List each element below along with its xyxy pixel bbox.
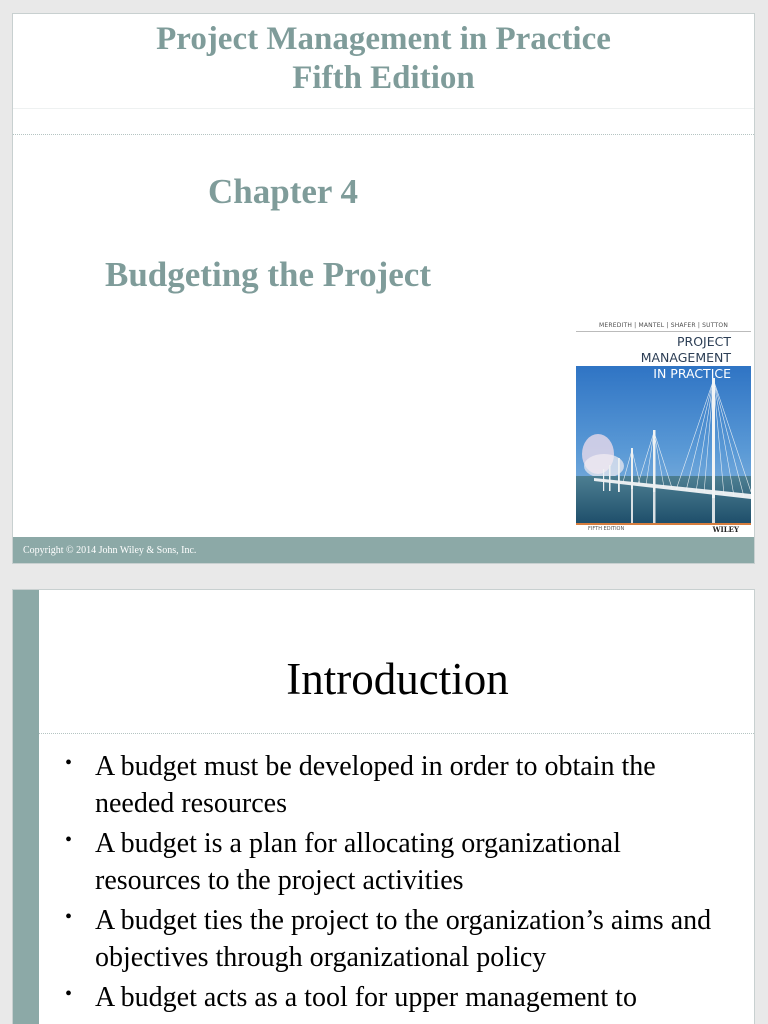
introduction-slide	[12, 589, 755, 1024]
cover-title-line1: PROJECT	[676, 334, 731, 349]
bridge-photo-image	[576, 366, 751, 523]
bullet-item	[65, 902, 725, 976]
bullet-dot-icon: •	[65, 983, 73, 1005]
chapter-subtitle: Budgeting the Project	[105, 255, 431, 294]
cover-authors: MEREDITH | MANTEL | SHAFER | SUTTON	[576, 322, 751, 332]
slide-title-line1: Project Management in Practice	[156, 21, 611, 57]
book-cover-image	[576, 320, 751, 535]
slide-title: Introduction	[286, 654, 509, 704]
bullet-list	[65, 748, 725, 1019]
bullet-text: A budget must be developed in order to obtain the needed resources	[95, 751, 656, 819]
bullet-dot-icon: •	[65, 829, 73, 851]
publisher-logo: WILEY	[712, 525, 739, 534]
dotted-divider	[39, 733, 755, 734]
bullet-item	[65, 825, 725, 899]
cover-title	[641, 334, 731, 382]
bullet-text: A budget is a plan for allocating organizational resources to the project activities	[95, 828, 621, 896]
bullet-item	[65, 979, 725, 1016]
copyright-notice: Copyright © 2014 John Wiley & Sons, Inc.	[23, 545, 197, 556]
slide-footer-bar	[13, 537, 754, 564]
bullet-text: A budget ties the project to the organization’s aims and objectives through organizational policy	[95, 905, 712, 973]
slide-side-bar	[13, 590, 39, 1024]
cover-title-line2: MANAGEMENT	[640, 350, 731, 365]
bullet-dot-icon: •	[65, 752, 73, 774]
bullet-item	[65, 748, 725, 822]
chapter-heading: Chapter 4	[208, 172, 359, 211]
cover-footer	[576, 523, 751, 535]
title-slide	[12, 13, 755, 564]
cover-title-line3: IN PRACTICE	[653, 366, 731, 381]
bullet-dot-icon: •	[65, 906, 73, 928]
title-divider	[13, 108, 754, 109]
slide-title-line2: Fifth Edition	[292, 60, 475, 96]
bullet-text: A budget acts as a tool for upper management to	[95, 982, 637, 1013]
cover-edition: FIFTH EDITION	[588, 526, 625, 532]
dotted-divider	[13, 134, 754, 135]
slide-title	[13, 20, 754, 98]
